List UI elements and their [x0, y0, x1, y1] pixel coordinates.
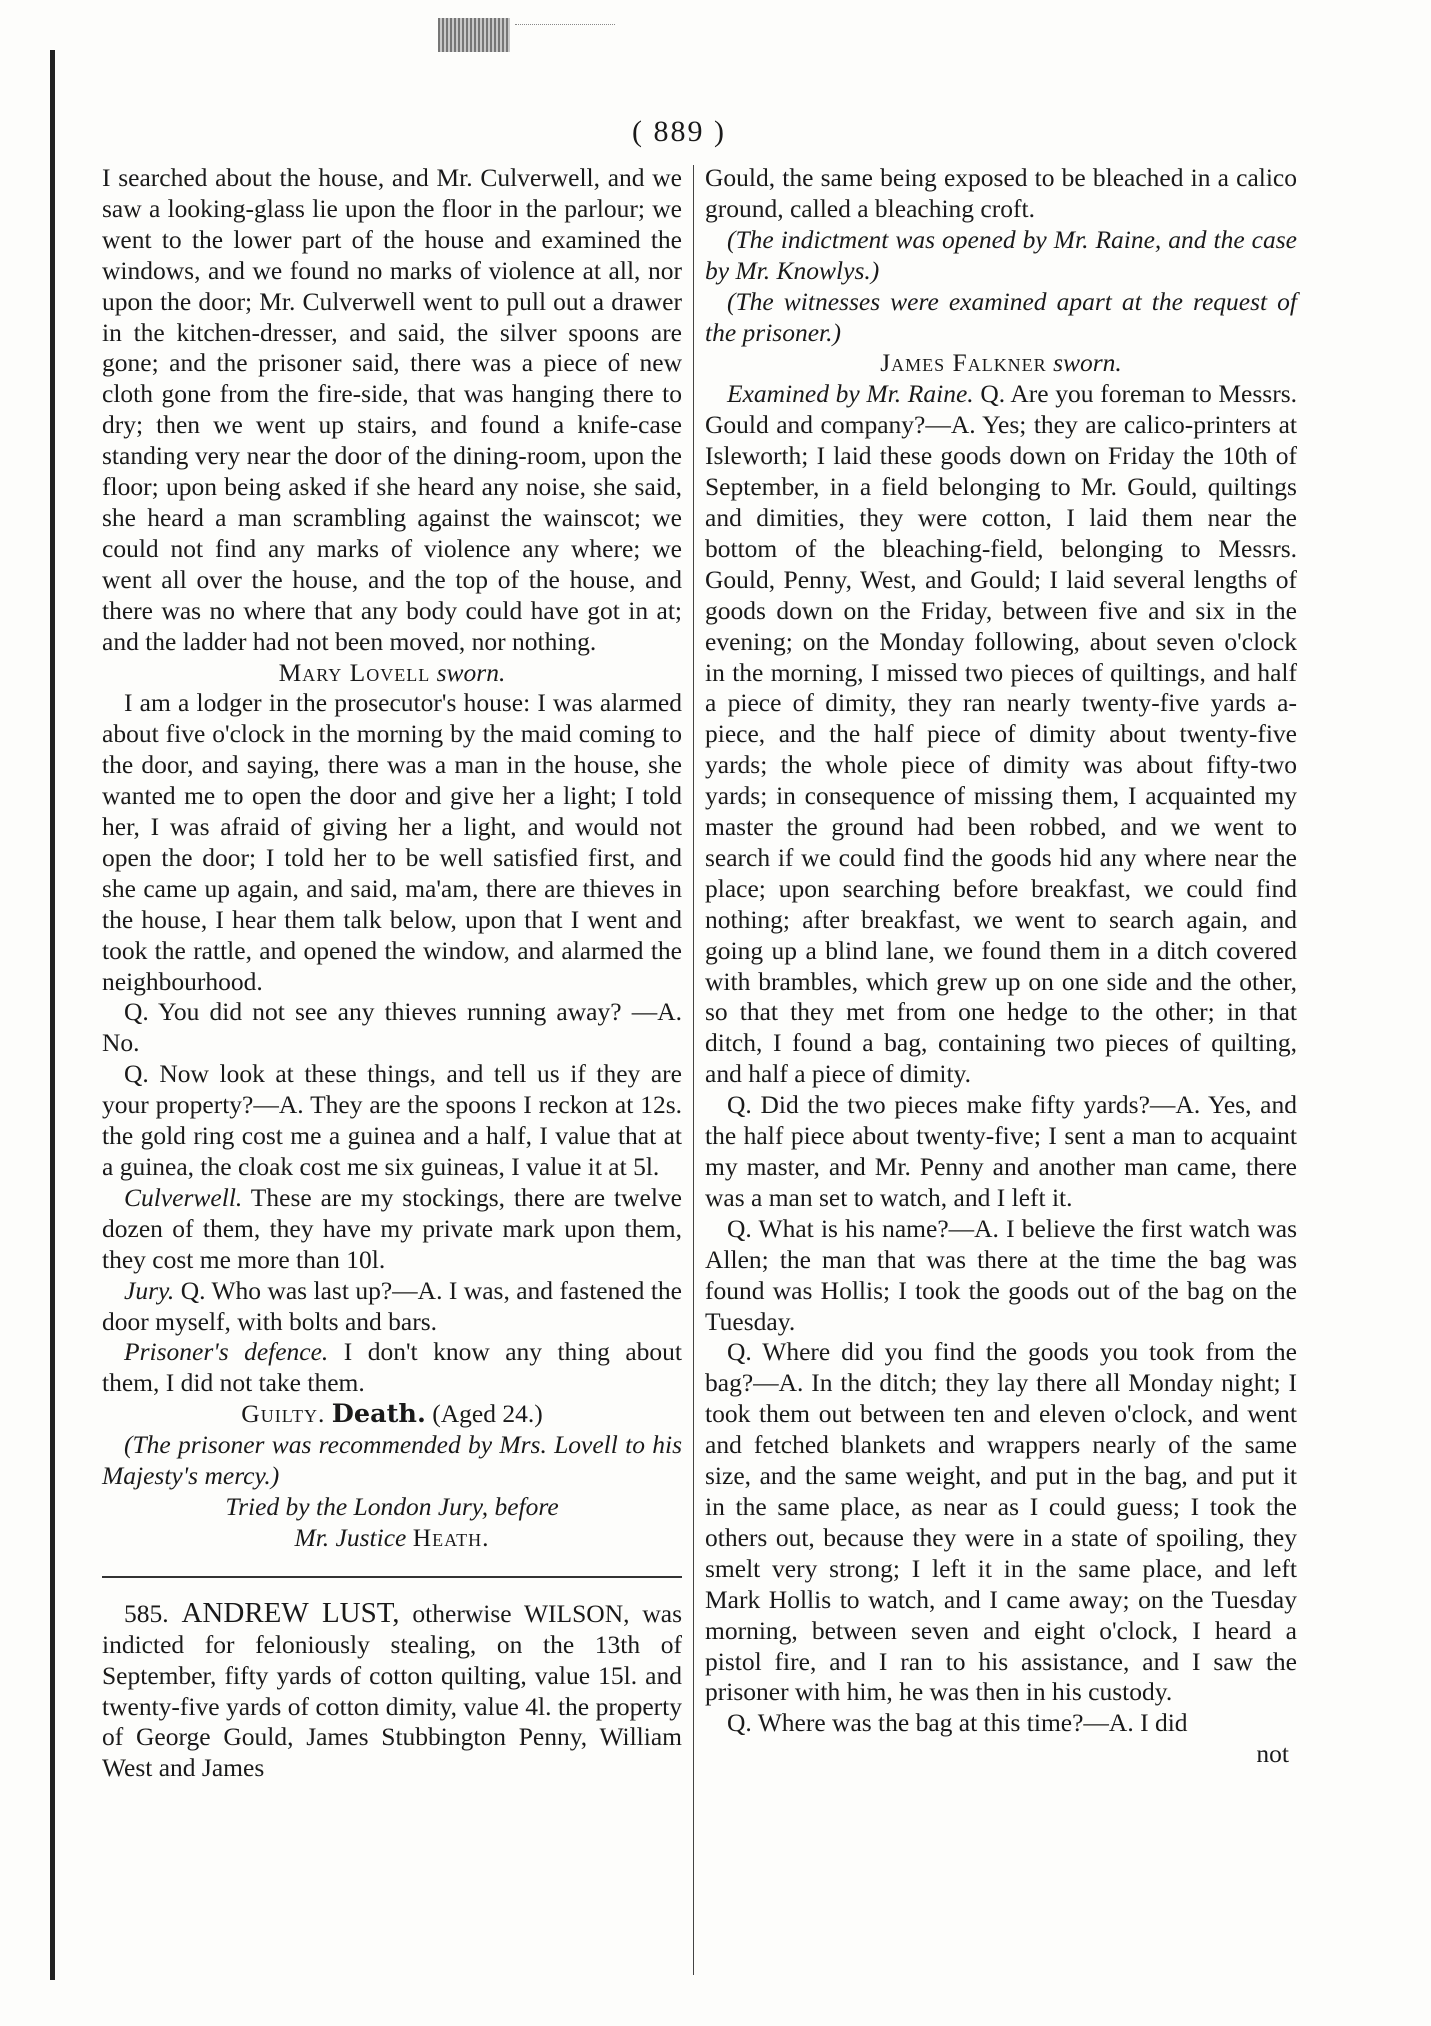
catchword: not [1256, 1739, 1289, 1769]
case-number: 585. [124, 1598, 169, 1628]
court-note: (The witnesses were examined apart at the request of the prisoner.) [705, 286, 1297, 347]
speaker-label: Prisoner's defence. [124, 1337, 329, 1367]
witness-name: Mary Lovell [278, 657, 431, 687]
binding-edge [50, 50, 55, 1980]
statement-text: Q. Who was last up?—A. I was, and fastened the door myself, with bolts and bars. [102, 1275, 682, 1336]
question-answer: Q. What is his name?—A. I believe the first watch was Allen; the man that was there at the time the bag was found was Hollis; I took the goods out of the bag on the Tuesday. [705, 1213, 1297, 1336]
court-note: (The indictment was opened by Mr. Raine, and the case by Mr. Knowlys.) [705, 224, 1297, 285]
section-rule [102, 1576, 682, 1578]
speaker-label: Jury. [124, 1275, 175, 1305]
question-answer: Q. You did not see any thieves running away? —A. No. [102, 997, 682, 1058]
right-column [705, 163, 1297, 1770]
case-text: otherwise WILSON, was indicted for feloniously stealing, on the 13th of September, fifty yards of cotton quilting, value 15l. and twenty-five yards of cotton dimity, value 4l. the property of George Gould, James Stubbington Penny, William West and James [102, 1598, 682, 1783]
question-answer: Q. Where was the bag at this time?—A. I did [727, 1708, 1188, 1738]
tried-line: Tried by the London Jury, before [225, 1491, 559, 1521]
page-number: ( 889 ) [632, 115, 726, 148]
question-answer: Q. Did the two pieces make fifty yards?—A. Yes, and the half piece about twenty-five; I sent a man to acquaint my master, and Mr. Penny and another man came, there was a man set to watch, and I left it. [705, 1090, 1297, 1212]
question-answer: Q. Where did you find the goods you took from the bag?—A. In the ditch; they lay there all Monday night; I took them out between ten and eleven o'clock, and went and fetched blankets and wrappers nearly of the same size, and the same weight, and put in the bag, and put it in the same place, as near as I could guess; I took the others out, because they were in a state of spoiling, they smelt very strong; I left it in the same place, and left Mark Hollis to watch, and I came away; on the Tuesday morning, between seven and eight o'clock, I heard a pistol fire, and I ran to his assistance, and I saw the prisoner with him, he was then in his custody. [705, 1337, 1297, 1707]
witness-heading [705, 348, 1297, 379]
scan-artifact-line [515, 24, 615, 25]
question-answer: Q. Now look at these things, and tell us if they are your property?—A. They are the spoons I reckon at 12s. the gold ring cost me a guinea and a half, I value that at a guinea, the cloak cost me six guineas, I value it at 5l. [102, 1059, 682, 1181]
sentence: Death. [331, 1399, 426, 1430]
scan-artifact [438, 18, 510, 52]
statement-text: I don't know any thing about them, I did not take them. [102, 1337, 682, 1398]
testimony-paragraph [705, 379, 1297, 1090]
speaker-label: Culverwell. [124, 1182, 243, 1212]
witness-heading [102, 658, 682, 689]
defendant-name: ANDREW LUST, [181, 1596, 400, 1629]
recommendation-note: (The prisoner was recommended by Mrs. Lovell to his Majesty's mercy.) [102, 1430, 682, 1491]
verdict-line [102, 1399, 682, 1430]
testimony-paragraph: Gould, the same being exposed to be bleached in a calico ground, called a bleaching croft. [705, 163, 1297, 223]
judge-title: Mr. Justice [294, 1522, 407, 1552]
judge-name: Heath. [412, 1522, 490, 1552]
statement [102, 1276, 682, 1338]
statement [102, 1183, 682, 1276]
testimony-paragraph: I am a lodger in the prosecutor's house: I was alarmed about five o'clock in the morning by the maid coming to the door, and saying, there was a man in the house, she wanted me to open the door and give her a light; I told her, I was afraid of giving her a light, and would not open the door; I told her to be well satisfied first, and she came up again, and said, ma'am, there are thieves in the house, I hear them talk below, upon that I went and took the rattle, and opened the window, and alarmed the neighbourhood. [102, 688, 682, 996]
statement-text: These are my stockings, there are twelve dozen of them, they have my private mark upon them, they cost me more than 10l. [102, 1182, 682, 1274]
statement [102, 1337, 682, 1399]
column-divider [693, 165, 694, 1975]
witness-name: James Falkner [880, 348, 1047, 378]
case-heading [102, 1598, 682, 1784]
sworn-label: sworn. [436, 657, 506, 687]
testimony-paragraph: I searched about the house, and Mr. Culverwell, and we saw a looking-glass lie upon the floor in the parlour; we went to the lower part of the house and examined the windows, and we found no marks of violence at all, nor upon the door; Mr. Culverwell went to pull out a drawer in the kitchen-dresser, and said, the silver spoons are gone; and the prisoner said, there was a piece of new cloth gone from the fire-side, that was hanging there to dry; then we went up stairs, and found a knife-case standing very near the door of the dining-room, upon the floor; upon being asked if she heard any noise, she said, she heard a man scrambling against the wainscot; we could not find any marks of violence any where; we went all over the house, and the top of the house, and there was no where that any body could have got in at; and the ladder had not been moved, nor nothing. [102, 163, 682, 656]
testimony-text: Q. Are you foreman to Messrs. Gould and company?—A. Yes; they are calico-printers at Isleworth; I laid these goods down on Friday the 10th of September, in a field belonging to Mr. Gould, quiltings and dimities, they were cotton, I laid them near the bottom of the bleaching-field, belonging to Messrs. Gould, Penny, West, and Gould; I laid several lengths of goods down on the Friday, between five and six in the evening; on the Monday following, about seven o'clock in the morning, I missed two pieces of quiltings, and half a piece of dimity, they ran nearly twenty-five yards a-piece, and the half piece of dimity about twenty-five yards; the whole piece of dimity was about fifty-two yards; in consequence of missing them, I acquainted my master the ground had been robbed, and we went to search if we could find the goods hid any where near the place; upon searching before breakfast, we could find nothing; after breakfast, we went to search again, and going up a blind lane, we found them in a ditch covered with brambles, which grew up on one side and the other, so that they met from one hedge to the other; in that ditch, I found a bag, containing two pieces of quilting, and half a piece of dimity. [705, 379, 1297, 1089]
tried-line [102, 1523, 682, 1554]
examination-label: Examined by Mr. Raine. [727, 379, 974, 409]
verdict: Guilty. [241, 1399, 326, 1429]
age: (Aged 24.) [432, 1399, 543, 1429]
sworn-label: sworn. [1053, 348, 1122, 378]
left-column [102, 163, 682, 1784]
